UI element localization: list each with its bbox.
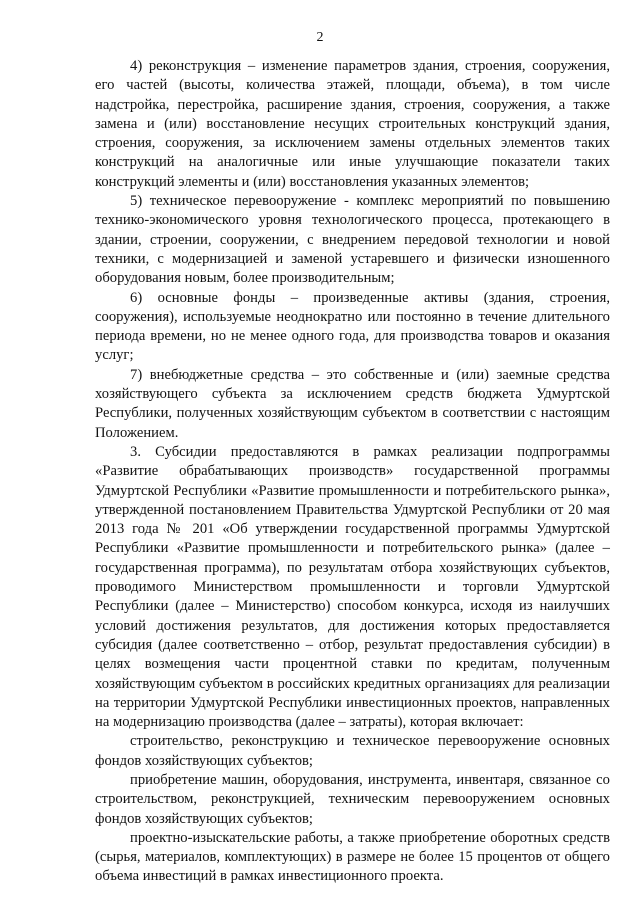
paragraph-subsidies: 3. Субсидии предоставляются в рамках реализации подпрограммы «Развитие обрабатывающих производств» государственной программы Удмуртской Республики «Развитие промышленности и потребительского рынка», утвержденной постановлением Правительства Удмуртской Республики от 20 мая 2013 года № 201 «Об утверждении государственной программы Удмуртской Республики «Развитие промышленности и потребительского рынка» (далее – государственная программа), по результатам отбора хозяйствующих субъектов, проводимого Министерством промышленности и торговли Удмуртской Республики (далее – Министерство) способом конкурса, исходя из наилучших условий достижения результатов, для достижения которых предоставляется субсидия (далее соответственно – отбор, результат предоставления субсидии) в целях возмещения части процентной ставки по кредитам, полученным хозяйствующим субъектом в российских кредитных организациях для реализации на территории Удмуртской Республики инвестиционных проектов, направленных на модернизацию производства (далее – затраты), которая включает: [95, 443, 610, 731]
paragraph-reconstruction: 4) реконструкция – изменение параметров здания, строения, сооружения, его частей (высоты, количества этажей, площади, объема), в том числе надстройка, перестройка, расширение здания, строения, сооружения, а также замена и (или) восстановление несущих строительных конструкций здания, строения, сооружения, за исключением замены отдельных элементов таких конструкций на аналогичные или иные улучшающие показатели таких конструкций элементы и (или) восстановления указанных элементов; [95, 58, 610, 190]
paragraph-fixed-assets: 6) основные фонды – произведенные активы (здания, строения, сооружения), используемые неоднократно или постоянно в течение длительного периода времени, но не менее одного года, для производства товаров и оказания услуг; [95, 289, 610, 364]
paragraph-design-survey: проектно-изыскательские работы, а также приобретение оборотных средств (сырья, материалов, комплектующих) в размере не более 15 процентов от общего объема инвестиций в рамках инвестиционного проекта. [95, 829, 610, 885]
document-body [95, 57, 610, 887]
paragraph-extrabudgetary-funds: 7) внебюджетные средства – это собственные и (или) заемные средства хозяйствующего субъекта за исключением средств бюджета Удмуртской Республики, полученных хозяйствующим субъектом в соответствии с настоящим Положением. [95, 366, 610, 441]
paragraph-equipment-purchase: приобретение машин, оборудования, инструмента, инвентаря, связанное со строительством, реконструкцией, техническим перевооружением основных фондов хозяйствующих субъектов; [95, 771, 610, 827]
page-number: 2 [316, 30, 324, 45]
paragraph-technical-reequipment: 5) техническое перевооружение - комплекс мероприятий по повышению технико-экономического уровня технологического процесса, протекающего в здании, строении, сооружении, с внедрением передовой технологии и новой техники, с модернизацией и заменой устаревшего и физически изношенного оборудования новым, более производительным; [95, 193, 610, 287]
paragraph-construction: строительство, реконструкцию и техническое перевооружение основных фондов хозяйствующих субъектов; [95, 733, 610, 769]
